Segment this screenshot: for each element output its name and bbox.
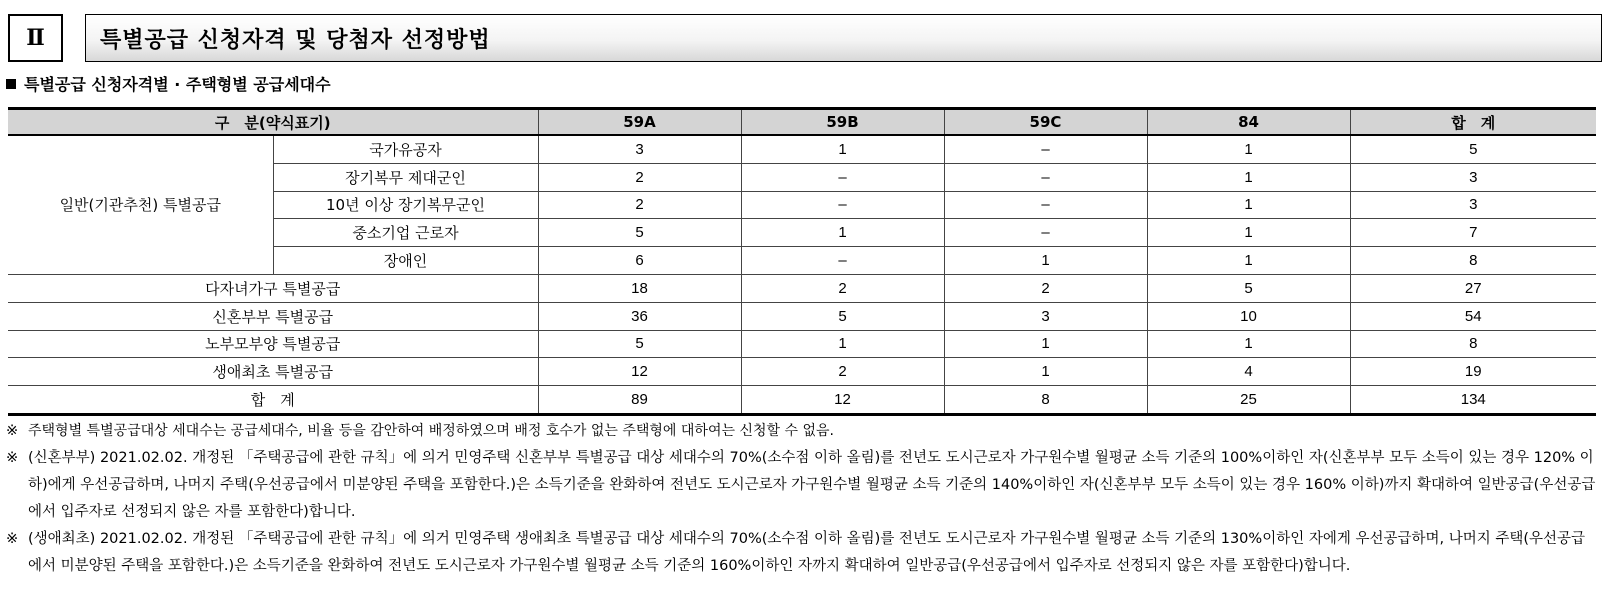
column-header-59b: 59B xyxy=(741,109,944,136)
cell-59c: – xyxy=(944,135,1147,163)
cell-total: 19 xyxy=(1350,358,1596,386)
square-bullet-icon xyxy=(6,79,16,89)
note-text: 주택형별 특별공급대상 세대수는 공급세대수, 비율 등을 감안하여 배정하였으며 배정 호수가 없는 주택형에 대하여는 신청할 수 없음. xyxy=(28,423,834,439)
note-text: (신혼부부) 2021.02.02. 개정된 「주택공급에 관한 규칙」에 의거 민영주택 신혼부부 특별공급 대상 세대수의 70%(소수점 이하 올림)를 전년도 도시근로자 가구원수별 월평균 소득 기준의 100%이하인 자(신혼부부 모두 소득이 있는 경우 120% 이하)에게 우선공급하며, 나머지 주택(우선공급에서 미분양된 주택을 포함한다.)은 소득기준을 완화하여 전년도 도시근로자 가구원수별 월평균 소득 기준의 140%이하인 자(신혼부부 모두 소득이 있는 경우 160% 이하)까지 확대하여 일반공급(우선공급에서 입주자로 선정되지 않은 자를 포함한다)합니다. xyxy=(28,450,1596,520)
note-item xyxy=(6,418,1596,445)
table-row xyxy=(8,302,1596,330)
cell-59a: 2 xyxy=(538,191,741,219)
note-item xyxy=(6,526,1596,580)
cell-84: 4 xyxy=(1147,358,1350,386)
cell-59c: – xyxy=(944,191,1147,219)
sub-heading xyxy=(6,72,331,95)
row-label: 중소기업 근로자 xyxy=(273,219,538,247)
cell-total: 5 xyxy=(1350,135,1596,163)
row-label: 다자녀가구 특별공급 xyxy=(8,274,538,302)
column-header-59c: 59C xyxy=(944,109,1147,136)
group-label: 일반(기관추천) 특별공급 xyxy=(8,135,273,274)
cell-59a: 5 xyxy=(538,330,741,358)
cell-59a: 6 xyxy=(538,247,741,275)
cell-59b: 5 xyxy=(741,302,944,330)
row-label: 노부모부양 특별공급 xyxy=(8,330,538,358)
cell-84: 10 xyxy=(1147,302,1350,330)
column-header-84: 84 xyxy=(1147,109,1350,136)
section-title: 특별공급 신청자격 및 당첨자 선정방법 xyxy=(85,14,1602,62)
cell-total: 27 xyxy=(1350,274,1596,302)
cell-59b: 12 xyxy=(741,386,944,415)
cell-59a: 12 xyxy=(538,358,741,386)
table-header-row xyxy=(8,109,1596,136)
cell-59c: 8 xyxy=(944,386,1147,415)
cell-59c: – xyxy=(944,219,1147,247)
notes xyxy=(6,418,1596,580)
cell-84: 1 xyxy=(1147,135,1350,163)
cell-total: 54 xyxy=(1350,302,1596,330)
reference-mark-icon: ※ xyxy=(6,450,19,466)
table-total-row xyxy=(8,386,1596,415)
cell-59c: – xyxy=(944,163,1147,191)
cell-59b: 1 xyxy=(741,330,944,358)
cell-total: 134 xyxy=(1350,386,1596,415)
cell-total: 7 xyxy=(1350,219,1596,247)
cell-59a: 3 xyxy=(538,135,741,163)
cell-59b: – xyxy=(741,163,944,191)
cell-59c: 2 xyxy=(944,274,1147,302)
row-label: 국가유공자 xyxy=(273,135,538,163)
section-number: Ⅱ xyxy=(8,14,63,62)
note-item xyxy=(6,445,1596,526)
cell-59b: 2 xyxy=(741,358,944,386)
row-label: 신혼부부 특별공급 xyxy=(8,302,538,330)
reference-mark-icon: ※ xyxy=(6,531,19,547)
cell-59a: 36 xyxy=(538,302,741,330)
cell-total: 8 xyxy=(1350,247,1596,275)
cell-total: 3 xyxy=(1350,163,1596,191)
cell-59b: – xyxy=(741,191,944,219)
cell-59c: 1 xyxy=(944,330,1147,358)
cell-total: 3 xyxy=(1350,191,1596,219)
cell-59a: 2 xyxy=(538,163,741,191)
cell-59c: 3 xyxy=(944,302,1147,330)
cell-84: 5 xyxy=(1147,274,1350,302)
table-row xyxy=(8,135,1596,163)
cell-84: 25 xyxy=(1147,386,1350,415)
table-row xyxy=(8,274,1596,302)
table-row xyxy=(8,330,1596,358)
cell-59b: – xyxy=(741,247,944,275)
table-row xyxy=(8,358,1596,386)
cell-total: 8 xyxy=(1350,330,1596,358)
cell-84: 1 xyxy=(1147,247,1350,275)
row-label: 10년 이상 장기복무군인 xyxy=(273,191,538,219)
sub-heading-text: 특별공급 신청자격별 · 주택형별 공급세대수 xyxy=(24,75,331,94)
cell-84: 1 xyxy=(1147,163,1350,191)
reference-mark-icon: ※ xyxy=(6,423,19,439)
note-text: (생애최초) 2021.02.02. 개정된 「주택공급에 관한 규칙」에 의거 민영주택 생애최초 특별공급 대상 세대수의 70%(소수점 이하 올림)를 전년도 도시근로자 가구원수별 월평균 소득 기준의 130%이하인 자에게 우선공급하며, 나머지 주택(우선공급에서 미분양된 주택을 포함한다.)은 소득기준을 완화하여 전년도 도시근로자 가구원수별 월평균 소득 기준의 160%이하인 자까지 확대하여 일반공급(우선공급에서 입주자로 선정되지 않은 자를 포함한다)합니다. xyxy=(28,531,1586,574)
cell-59b: 1 xyxy=(741,219,944,247)
row-label: 장기복무 제대군인 xyxy=(273,163,538,191)
column-header-59a: 59A xyxy=(538,109,741,136)
supply-table xyxy=(8,107,1596,416)
cell-59a: 18 xyxy=(538,274,741,302)
cell-59b: 1 xyxy=(741,135,944,163)
cell-59c: 1 xyxy=(944,247,1147,275)
row-label: 장애인 xyxy=(273,247,538,275)
cell-59c: 1 xyxy=(944,358,1147,386)
row-label: 생애최초 특별공급 xyxy=(8,358,538,386)
cell-59a: 89 xyxy=(538,386,741,415)
cell-84: 1 xyxy=(1147,330,1350,358)
column-header-total: 합 계 xyxy=(1350,109,1596,136)
cell-84: 1 xyxy=(1147,219,1350,247)
cell-59b: 2 xyxy=(741,274,944,302)
column-header-category: 구 분(약식표기) xyxy=(8,109,538,136)
section-header xyxy=(8,14,1596,64)
cell-59a: 5 xyxy=(538,219,741,247)
row-label: 합 계 xyxy=(8,386,538,415)
cell-84: 1 xyxy=(1147,191,1350,219)
